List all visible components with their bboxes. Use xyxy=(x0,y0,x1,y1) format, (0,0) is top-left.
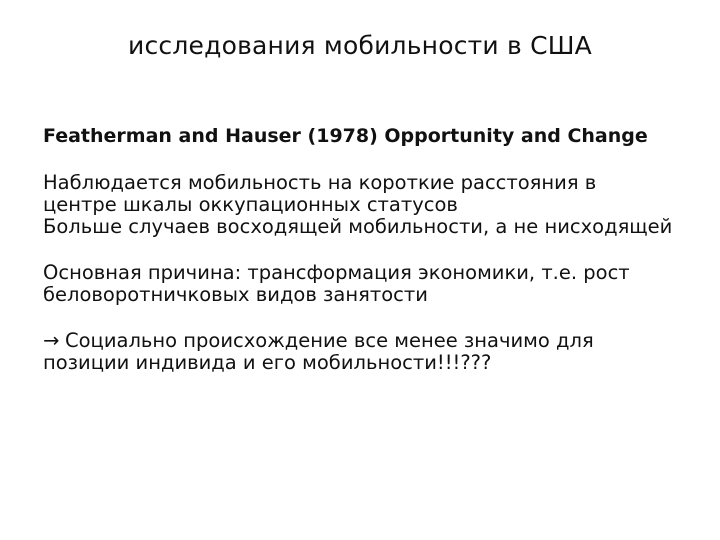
slide-body xyxy=(43,125,673,374)
paragraph-conclusion xyxy=(43,330,673,374)
source-reference: Featherman and Hauser (1978) Opportunity and Change xyxy=(43,125,648,147)
paragraph-short-distance-mobility: Наблюдается мобильность на короткие расстояния в центре шкалы оккупационных статусов xyxy=(43,171,597,216)
slide-title: исследования мобильности в США xyxy=(128,31,592,60)
conclusion-text: Социально происхождение все менее значимо для позиции индивида и его мобильности!!!??? xyxy=(43,329,594,374)
paragraph-main-cause: Основная причина: трансформация экономики, т.е. рост беловоротничковых видов занятости xyxy=(43,261,630,306)
paragraph-upward-mobility: Больше случаев восходящей мобильности, а не нисходящей xyxy=(43,215,673,238)
arrow-right-icon: → xyxy=(43,329,60,352)
